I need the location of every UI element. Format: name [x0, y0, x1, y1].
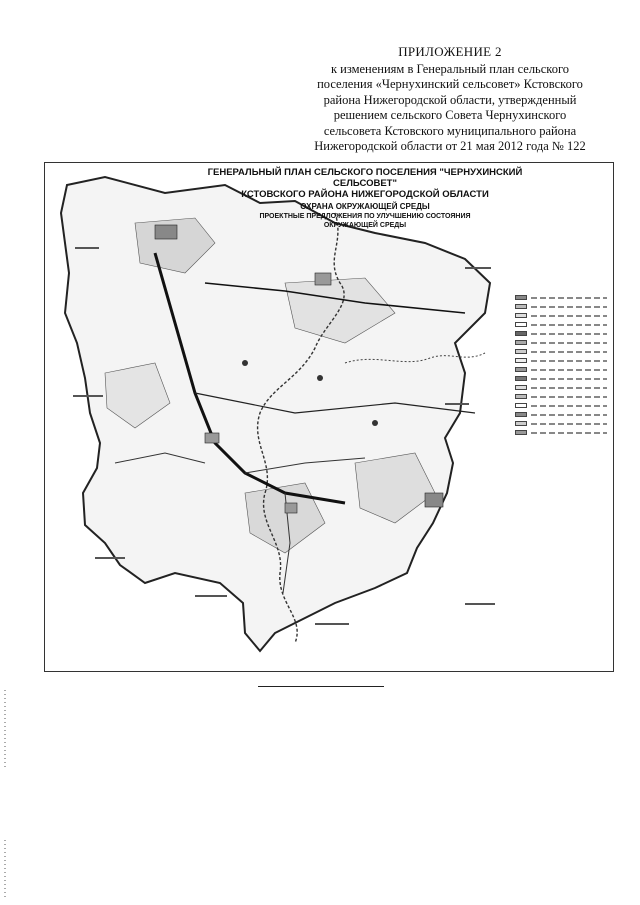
- legend-row: [515, 293, 607, 302]
- map-title-line-5: ОКРУЖАЮЩЕЙ СРЕДЫ: [323, 222, 407, 229]
- settlement-point-2: [372, 420, 378, 426]
- village-2: [315, 273, 331, 285]
- legend-row: [515, 383, 607, 392]
- map-legend: [515, 293, 607, 437]
- legend-row: [515, 311, 607, 320]
- village-3: [205, 433, 219, 443]
- scan-edge-dots-top: [4, 690, 6, 770]
- legend-row: [515, 401, 607, 410]
- map-title-line-3: ОХРАНА ОКРУЖАЮЩЕЙ СРЕДЫ: [300, 202, 430, 211]
- settlement-point-3: [242, 360, 248, 366]
- map-title-line-4: ПРОЕКТНЫЕ ПРЕДЛОЖЕНИЯ ПО УЛУЧШЕНИЮ СОСТОЯНИЯ: [259, 213, 471, 220]
- village-5: [285, 503, 297, 513]
- legend-row: [515, 356, 607, 365]
- village-1: [155, 225, 177, 239]
- legend-row: [515, 302, 607, 311]
- map-title-block: [195, 167, 535, 230]
- header-line-4: решением сельского Совета Чернухинского: [333, 108, 567, 122]
- appendix-title: ПРИЛОЖЕНИЕ 2: [398, 44, 502, 59]
- legend-row: [515, 419, 607, 428]
- village-4: [425, 493, 443, 507]
- header-line-1: к изменениям в Генеральный план сельского: [330, 61, 570, 76]
- header-line-5: сельсовета Кстовского муниципального района: [323, 123, 577, 138]
- signature-rule: [258, 686, 384, 687]
- header-line-3: района Нижегородской области, утвержденный: [323, 92, 577, 107]
- map-title-line-2: КСТОВСКОГО РАЙОНА НИЖЕГОРОДСКОЙ ОБЛАСТИ: [241, 189, 489, 200]
- header-line-2: поселения «Чернухинский сельсовет» Кстовского: [317, 77, 583, 91]
- header-line-6: Нижегородской области от 21 мая 2012 года № 122: [314, 139, 586, 153]
- legend-row: [515, 428, 607, 437]
- master-plan-map: [44, 162, 614, 672]
- appendix-header: [300, 44, 600, 155]
- legend-row: [515, 392, 607, 401]
- legend-row: [515, 365, 607, 374]
- legend-row: [515, 338, 607, 347]
- legend-row: [515, 329, 607, 338]
- legend-row: [515, 320, 607, 329]
- legend-row: [515, 410, 607, 419]
- map-title-line-1: ГЕНЕРАЛЬНЫЙ ПЛАН СЕЛЬСКОГО ПОСЕЛЕНИЯ "ЧЕРНУХИНСКИЙ СЕЛЬСОВЕТ": [207, 167, 523, 189]
- settlement-point-1: [317, 375, 323, 381]
- legend-row: [515, 347, 607, 356]
- scan-edge-dots-bottom: [4, 840, 6, 900]
- legend-row: [515, 374, 607, 383]
